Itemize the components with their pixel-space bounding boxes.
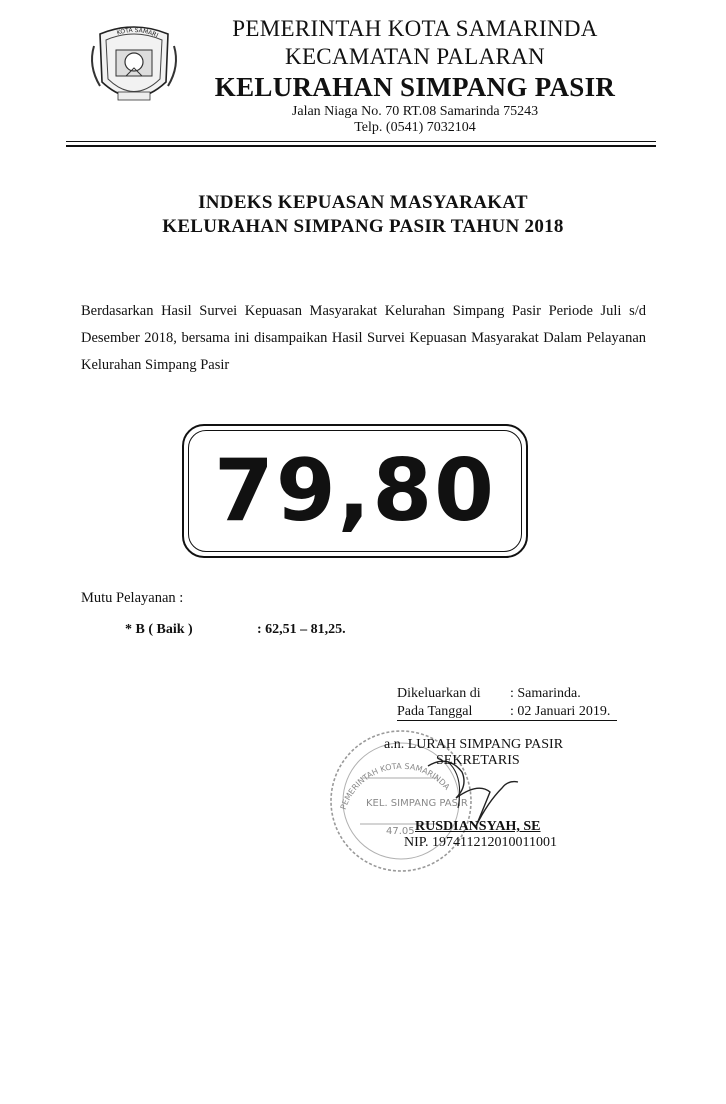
letterhead-divider-thick <box>66 145 656 147</box>
document-title: INDEKS KEPUASAN MASYARAKAT <box>198 192 528 213</box>
letterhead-district: KECAMATAN PALARAN <box>285 44 545 69</box>
letterhead-village: KELURAHAN SIMPANG PASIR <box>214 72 616 102</box>
body-paragraph: Berdasarkan Hasil Survei Kepuasan Masyarakat Kelurahan Simpang Pasir Periode Juli s/d Desember 2018, bersama ini disampaikan Hasil Survei Kepuasan Masyarakat Dalam Pelayanan Kelurahan Simpang Pasir <box>81 303 646 373</box>
issue-date-underline <box>397 720 617 721</box>
svg-text:47.05: 47.05 <box>386 826 415 837</box>
svg-text:KEL. SIMPANG PASIR: KEL. SIMPANG PASIR <box>366 798 468 809</box>
issue-place-label: Dikeluarkan di <box>397 686 481 701</box>
samarinda-emblem-icon <box>86 16 182 116</box>
letterhead-address: Jalan Niaga No. 70 RT.08 Samarinda 75243 <box>291 104 539 119</box>
signatory-nip: NIP. 197411212010011001 <box>404 835 557 850</box>
signatory-name: RUSDIANSYAH, SE <box>415 819 541 834</box>
letterhead-phone: Telp. (0541) 7032104 <box>354 120 476 135</box>
signatory-on-behalf: a.n. LURAH SIMPANG PASIR <box>384 737 564 752</box>
letterhead-government: PEMERINTAH KOTA SAMARINDA <box>232 16 598 41</box>
service-quality-grade: * B ( Baik ) <box>125 622 193 637</box>
document-subtitle: KELURAHAN SIMPANG PASIR TAHUN 2018 <box>162 216 564 237</box>
issue-date-label: Pada Tanggal <box>397 704 473 719</box>
satisfaction-index-score: 79,80 <box>213 441 497 541</box>
issue-place-value: : Samarinda. <box>510 686 581 701</box>
service-quality-range: : 62,51 – 81,25. <box>257 622 346 637</box>
signatory-position: SEKRETARIS <box>436 753 520 768</box>
issue-date-value: : 02 Januari 2019. <box>510 704 611 719</box>
service-quality-label: Mutu Pelayanan : <box>81 590 184 606</box>
letterhead-divider-thin <box>66 141 656 142</box>
svg-text:PEMERINTAH KOTA SAMARINDA: PEMERINTAH KOTA SAMARINDA <box>338 761 452 811</box>
score-box <box>182 424 528 558</box>
svg-text:KOTA SAMARINDA: KOTA SAMARI <box>115 26 160 40</box>
